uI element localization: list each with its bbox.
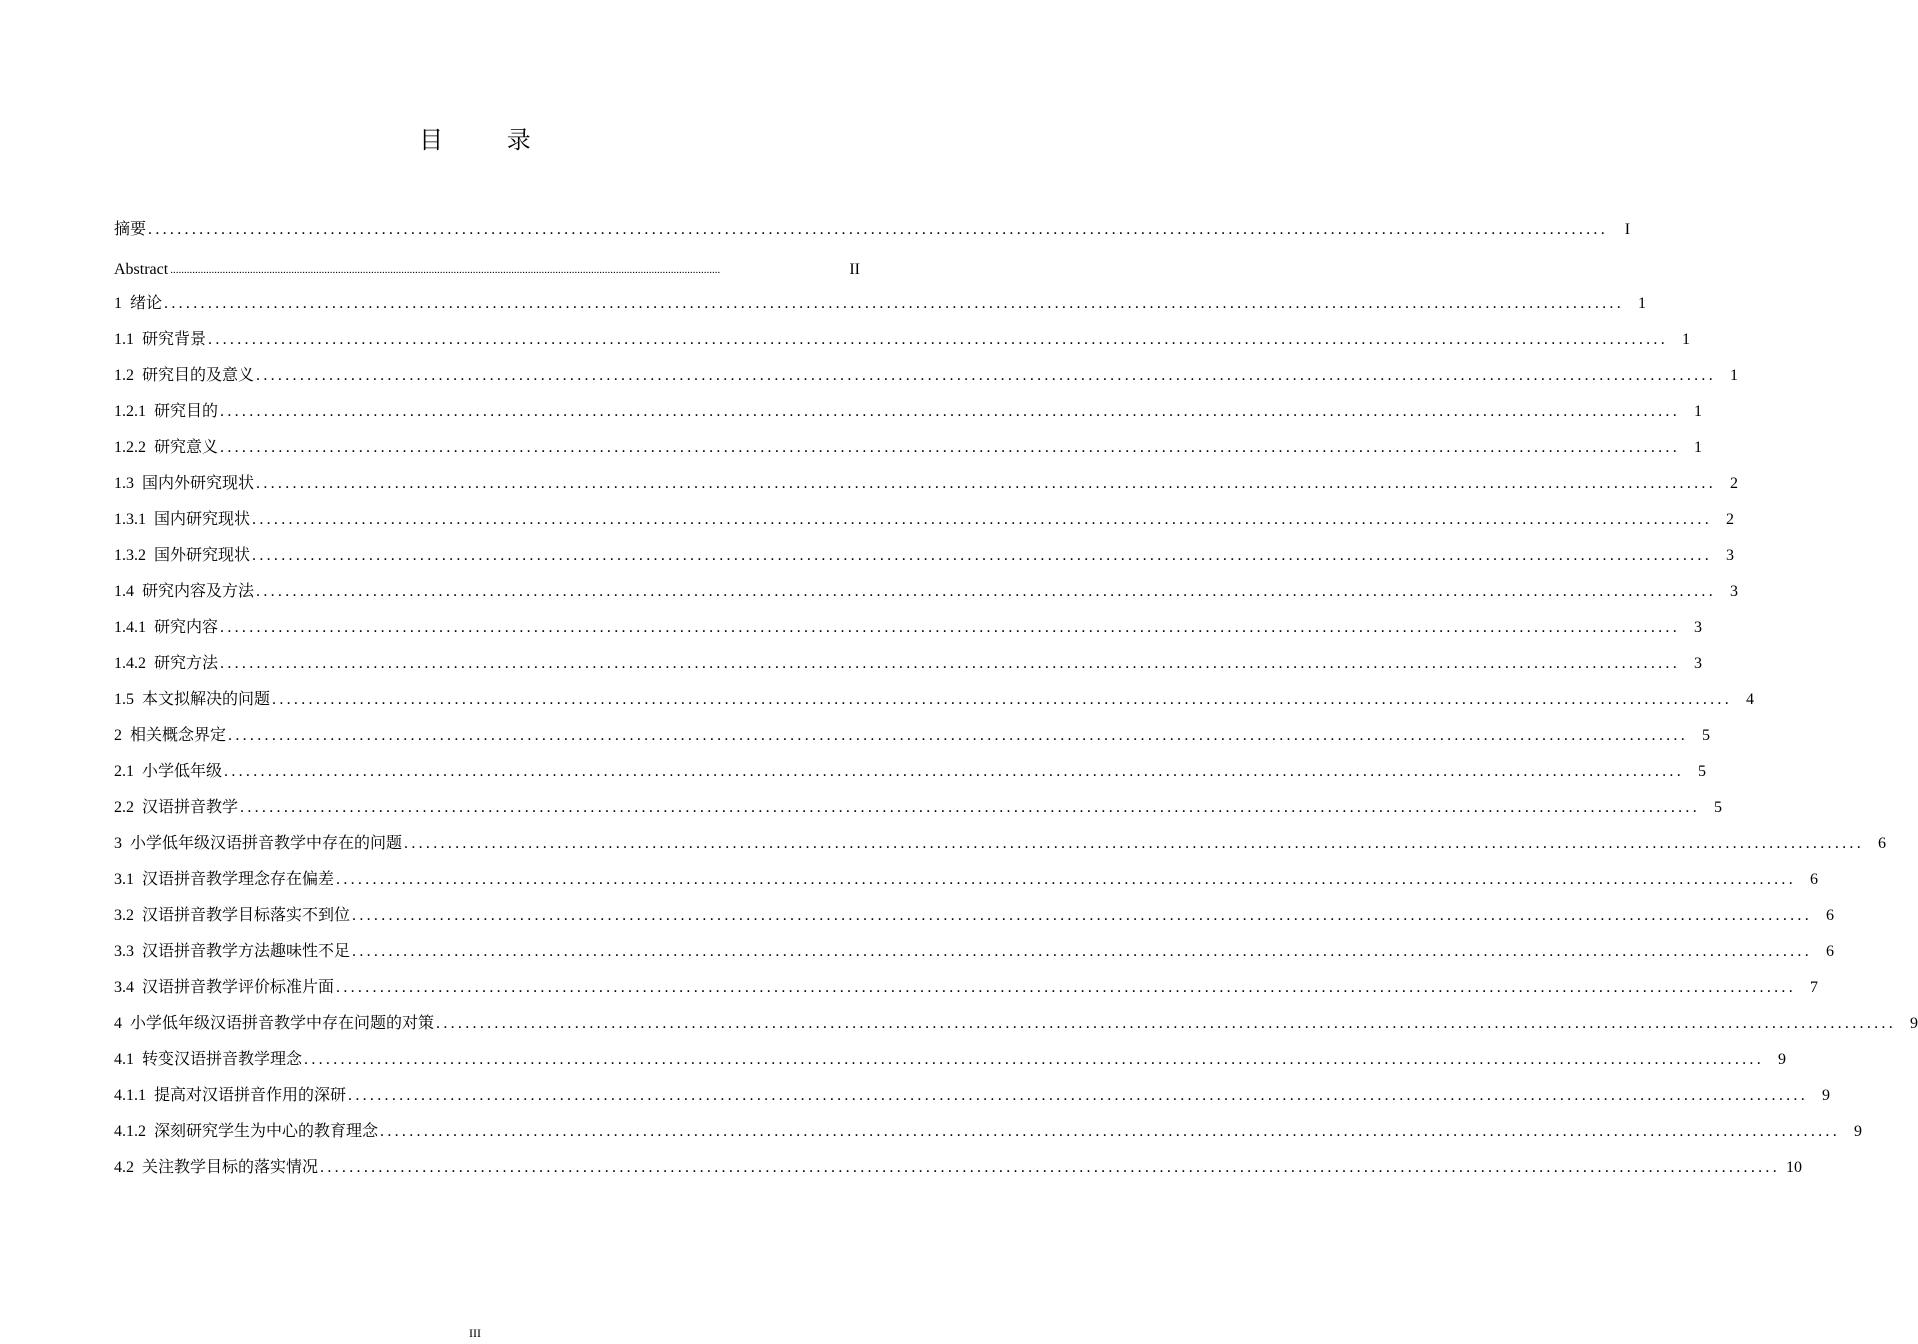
toc-entry-text: 研究意义	[154, 439, 219, 456]
toc-entry-label	[114, 510, 250, 530]
toc-entry-text: 关注教学目标的落实情况	[142, 1159, 319, 1176]
toc-entry-number: 1.5	[114, 691, 134, 708]
toc-entry-page: 9	[1822, 1087, 1831, 1104]
toc-leader-dots: ........................................................................................................................................................................................................	[240, 799, 1701, 816]
toc-entry-label	[114, 834, 402, 854]
toc-entry-text: 研究内容及方法	[142, 583, 255, 600]
toc-entry-number: 4.2	[114, 1159, 134, 1176]
toc-leader-dots: ........................................................................................................................................................................................................	[380, 1123, 1841, 1140]
toc-entry-number: 1.2.2	[114, 439, 146, 456]
toc-leader-dots: ........................................................................................................................................................................................................	[404, 835, 1865, 852]
toc-entry-page: 3	[1694, 619, 1703, 636]
toc-entry-text: 汉语拼音教学理念存在偏差	[142, 871, 335, 888]
toc-entry-number: 1.2.1	[114, 403, 146, 420]
toc-entry[interactable]	[114, 614, 1703, 638]
toc-entry-text: 提高对汉语拼音作用的深研	[154, 1087, 347, 1104]
toc-leader-dots: ........................................................................................................................................................................................................	[220, 403, 1681, 420]
toc-entry[interactable]	[114, 938, 1835, 962]
toc-entry-label	[114, 1122, 378, 1142]
toc-entry-text: 汉语拼音教学目标落实不到位	[142, 907, 351, 924]
toc-entry-page: 10	[1786, 1159, 1803, 1176]
toc-entry-text: 汉语拼音教学评价标准片面	[142, 979, 335, 996]
toc-entry-page: 1	[1638, 295, 1647, 312]
toc-entry-page: 1	[1730, 367, 1739, 384]
toc-entry[interactable]	[114, 362, 1739, 386]
toc-entry-text: 深刻研究学生为中心的教育理念	[154, 1123, 379, 1140]
toc-entry-number: 3.1	[114, 871, 134, 888]
toc-entry-page: 3	[1694, 655, 1703, 672]
toc-entry-page: 9	[1778, 1051, 1787, 1068]
toc-entry-text: 国内外研究现状	[142, 475, 255, 492]
toc-leader-dots: ........................................................................................................................................................................................................	[170, 264, 721, 276]
toc-entry[interactable]	[114, 866, 1819, 890]
toc-leader-dots: ........................................................................................................................................................................................................	[348, 1087, 1809, 1104]
toc-leader-dots: ........................................................................................................................................................................................................	[220, 619, 1681, 636]
toc-entry[interactable]	[114, 686, 1755, 710]
toc-entry-text: 小学低年级汉语拼音教学中存在的问题	[130, 835, 403, 852]
toc-entry-number: 1.4	[114, 583, 134, 600]
toc-entry[interactable]	[114, 1046, 1787, 1070]
toc-entry-label	[114, 726, 226, 746]
toc-entry[interactable]	[114, 1154, 1803, 1178]
toc-entry-label	[114, 438, 218, 458]
toc-entry-label	[114, 618, 218, 638]
toc-leader-dots: ........................................................................................................................................................................................................	[352, 943, 1813, 960]
toc-entry-number: 1.3.1	[114, 511, 146, 528]
toc-entry-page: II	[849, 261, 860, 278]
toc-leader-dots: ........................................................................................................................................................................................................	[228, 727, 1689, 744]
toc-entry-label	[114, 546, 250, 566]
toc-entry-label	[114, 1158, 318, 1178]
toc-entry-label	[114, 402, 218, 422]
toc-entry-text: 研究目的及意义	[142, 367, 255, 384]
toc-entry[interactable]	[114, 722, 1711, 746]
toc-entry-text: 国内研究现状	[154, 511, 251, 528]
toc-entry-label	[114, 690, 270, 710]
toc-leader-dots: ........................................................................................................................................................................................................	[148, 221, 1609, 238]
toc-entry-page: 3	[1726, 547, 1735, 564]
toc-entry-text: 本文拟解决的问题	[142, 691, 271, 708]
toc-entry[interactable]	[114, 216, 1631, 240]
toc-entry-page: 1	[1694, 403, 1703, 420]
toc-entry-text: 小学低年级	[142, 763, 223, 780]
toc-leader-dots: ........................................................................................................................................................................................................	[436, 1015, 1897, 1032]
toc-entry-label	[114, 762, 222, 782]
toc-entry-number: 3.2	[114, 907, 134, 924]
toc-entry[interactable]	[114, 506, 1735, 530]
toc-entry[interactable]	[114, 256, 860, 280]
toc-leader-dots: ........................................................................................................................................................................................................	[252, 511, 1713, 528]
toc-entry-label	[114, 978, 334, 998]
toc-entry-page: 6	[1810, 871, 1819, 888]
toc-entry-number: 2.2	[114, 799, 134, 816]
toc-entry-number: 4.1	[114, 1051, 134, 1068]
toc-entry-number: 4	[114, 1015, 122, 1032]
toc-entry-number: 1.3	[114, 475, 134, 492]
toc-entry-page: 5	[1714, 799, 1723, 816]
toc-entry[interactable]	[114, 578, 1739, 602]
toc-entry-label	[114, 798, 238, 818]
toc-entry[interactable]	[114, 542, 1735, 566]
toc-entry-label	[114, 294, 162, 314]
toc-entry[interactable]	[114, 434, 1703, 458]
toc-leader-dots: ........................................................................................................................................................................................................	[208, 331, 1669, 348]
toc-entry-label	[114, 582, 254, 602]
toc-entry-page: 6	[1826, 943, 1835, 960]
toc-entry[interactable]	[114, 902, 1835, 926]
toc-leader-dots: ........................................................................................................................................................................................................	[336, 871, 1797, 888]
toc-entry-text: 绪论	[130, 295, 163, 312]
toc-entry-number: 3.3	[114, 943, 134, 960]
toc-entry-text: 转变汉语拼音教学理念	[142, 1051, 303, 1068]
toc-entry-text: 国外研究现状	[154, 547, 251, 564]
toc-entry-label	[114, 942, 350, 962]
toc-entry-page: 9	[1854, 1123, 1863, 1140]
page-title: 目 录	[419, 126, 559, 154]
toc-entry-number: 3	[114, 835, 122, 852]
toc-entry-page: 6	[1826, 907, 1835, 924]
toc-entry[interactable]	[114, 974, 1819, 998]
toc-entry-number: 1	[114, 295, 122, 312]
toc-leader-dots: ........................................................................................................................................................................................................	[272, 691, 1733, 708]
toc-leader-dots: ........................................................................................................................................................................................................	[220, 439, 1681, 456]
toc-entry-label	[114, 474, 254, 494]
toc-entry-label	[114, 366, 254, 386]
toc-entry-text: 汉语拼音教学	[142, 799, 239, 816]
toc-entry-text: 汉语拼音教学方法趣味性不足	[142, 943, 351, 960]
toc-entry-text: 研究内容	[154, 619, 219, 636]
toc-entry-number: 1.3.2	[114, 547, 146, 564]
toc-entry-number: 2.1	[114, 763, 134, 780]
toc-entry-page: 2	[1726, 511, 1735, 528]
toc-entry-page: 4	[1746, 691, 1755, 708]
toc-entry-page: 2	[1730, 475, 1739, 492]
toc-entry-page: 1	[1682, 331, 1691, 348]
toc-entry[interactable]	[114, 326, 1691, 350]
toc-entry-page: 9	[1910, 1015, 1918, 1032]
toc-entry-number: 4.1.1	[114, 1087, 146, 1104]
toc-entry-page: 7	[1810, 979, 1819, 996]
toc-entry[interactable]	[114, 398, 1703, 422]
toc-entry-label	[114, 220, 146, 240]
toc-entry-page: 5	[1698, 763, 1707, 780]
toc-entry-page: I	[1624, 221, 1631, 238]
toc-entry[interactable]	[114, 470, 1739, 494]
toc-entry-label	[114, 260, 168, 280]
toc-entry-label	[114, 1086, 346, 1106]
toc-leader-dots: ........................................................................................................................................................................................................	[336, 979, 1797, 996]
toc-entry-text: 研究方法	[154, 655, 219, 672]
toc-entry[interactable]	[114, 794, 1723, 818]
toc-entry-text: 小学低年级汉语拼音教学中存在问题的对策	[130, 1015, 435, 1032]
toc-entry[interactable]	[114, 650, 1703, 674]
toc-entry-label	[114, 870, 334, 890]
toc-entry[interactable]	[114, 290, 1647, 314]
toc-leader-dots: ........................................................................................................................................................................................................	[252, 547, 1713, 564]
toc-entry-label	[114, 1050, 302, 1070]
toc-entry[interactable]	[114, 830, 1887, 854]
toc-entry-page: 6	[1878, 835, 1887, 852]
toc-leader-dots: ........................................................................................................................................................................................................	[224, 763, 1685, 780]
toc-entry[interactable]	[114, 1010, 1918, 1034]
toc-entry-page: 5	[1702, 727, 1711, 744]
toc-entry-number: 1.1	[114, 331, 134, 348]
toc-entry[interactable]	[114, 1082, 1831, 1106]
page-number: III	[469, 1326, 481, 1340]
toc-entry-label	[114, 330, 206, 350]
toc-entry-number: 4.1.2	[114, 1123, 146, 1140]
toc-entry-text: 研究背景	[142, 331, 207, 348]
toc-leader-dots: ........................................................................................................................................................................................................	[220, 655, 1681, 672]
toc-entry-page: 3	[1730, 583, 1739, 600]
toc-entry-label	[114, 654, 218, 674]
toc-entry-number: 1.4.1	[114, 619, 146, 636]
toc-leader-dots: ........................................................................................................................................................................................................	[256, 367, 1717, 384]
toc-leader-dots: ........................................................................................................................................................................................................	[256, 583, 1717, 600]
toc-entry-text: 研究目的	[154, 403, 219, 420]
toc-entry-text: 摘要	[114, 221, 147, 238]
toc-entry-page: 1	[1694, 439, 1703, 456]
toc-entry-label	[114, 906, 350, 926]
toc-entry-number: 1.2	[114, 367, 134, 384]
toc-entry-number: 2	[114, 727, 122, 744]
toc-leader-dots: ........................................................................................................................................................................................................	[256, 475, 1717, 492]
toc-leader-dots: ........................................................................................................................................................................................................	[164, 295, 1625, 312]
toc-entry-text: Abstract	[114, 261, 169, 278]
toc-entry-label	[114, 1014, 434, 1034]
toc-leader-dots: ........................................................................................................................................................................................................	[304, 1051, 1765, 1068]
toc-entry[interactable]	[114, 1118, 1863, 1142]
toc-leader-dots: ........................................................................................................................................................................................................	[352, 907, 1813, 924]
toc-leader-dots: ........................................................................................................................................................................................................	[320, 1159, 1781, 1176]
toc-entry[interactable]	[114, 758, 1707, 782]
toc-entry-text: 相关概念界定	[130, 727, 227, 744]
toc-entry-number: 3.4	[114, 979, 134, 996]
toc-entry-number: 1.4.2	[114, 655, 146, 672]
